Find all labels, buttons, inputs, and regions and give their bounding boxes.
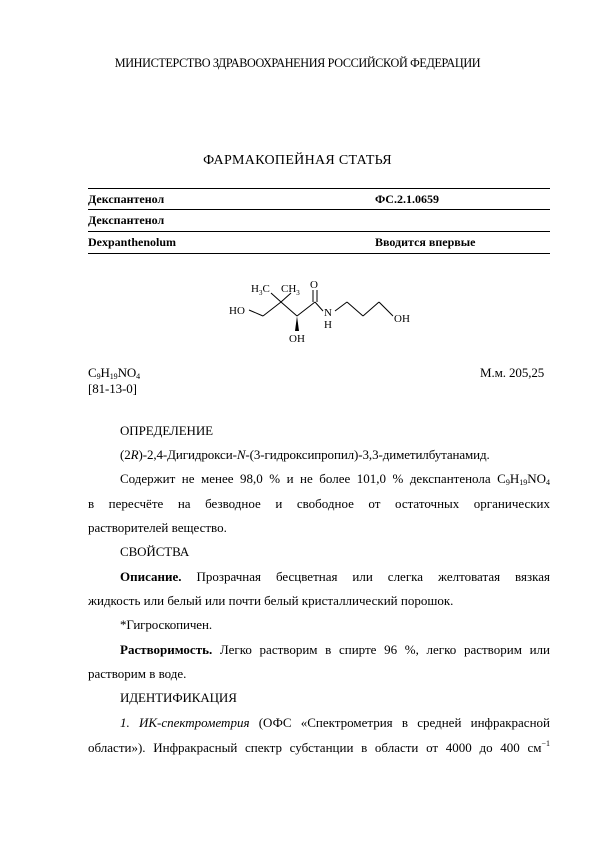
label-ch3: $CH_3$: [281, 283, 300, 297]
molecular-formula: $C_9H_{19}NO_4$: [88, 365, 141, 381]
identification-heading: ИДЕНТИФИКАЦИЯ: [120, 690, 237, 705]
properties-heading: СВОЙСТВА: [120, 544, 190, 559]
drug-name-ru-2: Декспантенол: [88, 213, 165, 227]
article-status: Вводится впервые: [375, 235, 476, 249]
label-oh-bottom: OH: [289, 333, 305, 345]
definition-chemical-name: (2R)-2,4-Дигидрокси-N-(3-гидроксипропил)-3,3-диметилбутанамид.: [120, 447, 490, 462]
article-title: ФАРМАКОПЕЙНАЯ СТАТЬЯ: [203, 153, 392, 168]
wedge-bond: [295, 316, 299, 331]
description-line-2: жидкость или белый или почти белый кристаллический порошок.: [88, 593, 454, 608]
content-line-1: Содержит не менее 98,0 % и не более 101,0 % декспантенола $C_9H_{19}NO_4$: [120, 471, 550, 487]
label-o: O: [310, 279, 318, 291]
bond-lines: [249, 290, 393, 316]
cas-number: [81-13-0]: [88, 381, 137, 396]
hygroscopic-note: *Гигроскопичен.: [120, 617, 212, 632]
drug-name-latin: Dexpanthenolum: [88, 235, 177, 249]
label-n: N: [324, 307, 332, 319]
structural-formula: [225, 278, 425, 348]
structural-formula-drawing: [225, 278, 425, 348]
description-line-1: Описание. Прозрачная бесцветная или слегка желтоватая вязкая: [120, 569, 550, 584]
solubility-line-1: Растворимость. Легко растворим в спирте 96 %, легко растворим или: [120, 642, 550, 657]
label-h3c: $H_3C$: [251, 283, 270, 297]
label-h: H: [324, 319, 332, 331]
ministry-header: МИНИСТЕРСТВО ЗДРАВООХРАНЕНИЯ РОССИЙСКОЙ ФЕДЕРАЦИИ: [114, 56, 481, 70]
content-line-2: в пересчёте на безводное и свободное от остаточных органических: [88, 496, 550, 511]
article-code: ФС.2.1.0659: [375, 192, 439, 206]
solubility-line-2: растворим в воде.: [88, 666, 187, 681]
label-ho-left: HO: [229, 305, 245, 317]
content-line-3: растворителей вещество.: [88, 520, 227, 535]
drug-name-ru-1: Декспантенол: [88, 192, 165, 206]
molecular-weight: М.м. 205,25: [480, 365, 545, 380]
definition-heading: ОПРЕДЕЛЕНИЕ: [120, 423, 213, 438]
table-rule-2: [88, 231, 550, 232]
label-oh-right: OH: [394, 313, 410, 325]
ir-line-1: 1. ИК-спектрометрия (ОФС «Спектрометрия в средней инфракрасной: [120, 715, 550, 730]
ir-line-2: области»). Инфракрасный спектр субстанции в области от 4000 до 400 $см^{-1}$: [88, 739, 550, 755]
table-rule-1: [88, 209, 550, 210]
table-top-rule: [88, 188, 550, 189]
table-bottom-rule: [88, 253, 550, 254]
